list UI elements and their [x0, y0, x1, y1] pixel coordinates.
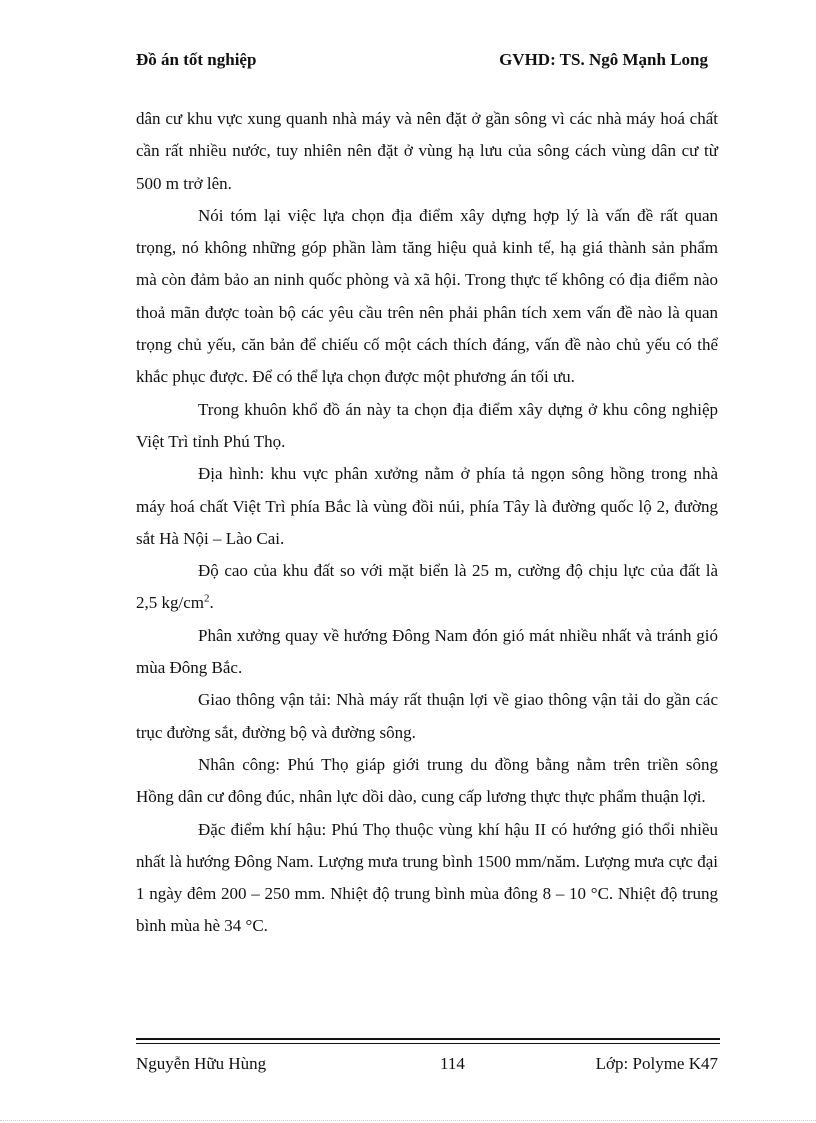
header-document-title: Đồ án tốt nghiệp: [136, 50, 257, 69]
footer-divider: [136, 1038, 720, 1044]
paragraph-site-selection-summary: Nói tóm lại việc lựa chọn địa điểm xây dựng hợp lý là vấn đề rất quan trọng, nó không những góp phần làm tăng hiệu quả kinh tế, hạ giá thành sản phẩm mà còn đảm bảo an ninh quốc phòng và xã hội. Trong thực tế không có địa điểm nào thoả mãn được toàn bộ các yêu cầu trên nên phải phân tích xem vấn đề nào là quan trọng chủ yếu, căn bản để chiếu cố một cách thích đáng, vấn đề nào chủ yếu có thể khắc phục được. Để có thể lựa chọn được một phương án tối ưu.: [136, 205, 718, 387]
header-supervisor: GVHD: TS. Ngô Mạnh Long: [499, 50, 708, 69]
paragraph-elevation: [136, 555, 718, 620]
page-footer: [136, 1054, 720, 1076]
page-bottom-edge: [0, 1120, 816, 1121]
page-number: 114: [440, 1054, 465, 1073]
paragraph-continuation: dân cư khu vực xung quanh nhà máy và nên đặt ở gần sông vì các nhà máy hoá chất cần rất nhiều nước, tuy nhiên nên đặt ở vùng hạ lưu của sông cách vùng dân cư từ 500 m trở lên.: [136, 109, 718, 193]
paragraph-orientation: Phân xưởng quay về hướng Đông Nam đón gió mát nhiều nhất và tránh gió mùa Đông Bắc.: [136, 625, 718, 678]
elevation-period: .: [209, 593, 214, 613]
paragraph-terrain: Địa hình: khu vực phân xưởng nằm ở phía tả ngọn sông hồng trong nhà máy hoá chất Việt Trì phía Bắc là vùng đồi núi, phía Tây là đường quốc lộ 2, đường sắt Hà Nội – Lào Cai.: [136, 464, 718, 548]
footer-class: Lớp: Polyme K47: [595, 1054, 718, 1073]
elevation-text: Độ cao của khu đất so với mặt biển là 25 m, cường độ chịu lực của đất là 2,5 kg/cm: [136, 561, 718, 613]
paragraph-labor: Nhân công: Phú Thọ giáp giới trung du đồng bằng nằm trên triền sông Hồng dân cư đông đúc, nhân lực dồi dào, cung cấp lương thực thực phẩm thuận lợi.: [136, 754, 718, 807]
superscript-two: 2: [204, 592, 210, 605]
paragraph-chosen-site: Trong khuôn khổ đồ án này ta chọn địa điểm xây dựng ở khu công nghiệp Việt Trì tỉnh Phú Thọ.: [136, 399, 718, 451]
page-header: [136, 50, 708, 72]
body-text: [136, 103, 718, 943]
footer-author: Nguyễn Hữu Hùng: [136, 1054, 267, 1073]
paragraph-transport: Giao thông vận tải: Nhà máy rất thuận lợi về giao thông vận tải do gần các trục đường sắt, đường bộ và đường sông.: [136, 690, 718, 742]
paragraph-climate: Đặc điểm khí hậu: Phú Thọ thuộc vùng khí hậu II có hướng gió thổi nhiều nhất là hướng Đông Nam. Lượng mưa trung bình 1500 mm/năm. Lượng mưa cực đại 1 ngày đêm 200 – 250 mm. Nhiệt độ trung bình mùa đông 8 – 10 °C. Nhiệt độ trung bình mùa hè 34 °C.: [136, 819, 718, 936]
